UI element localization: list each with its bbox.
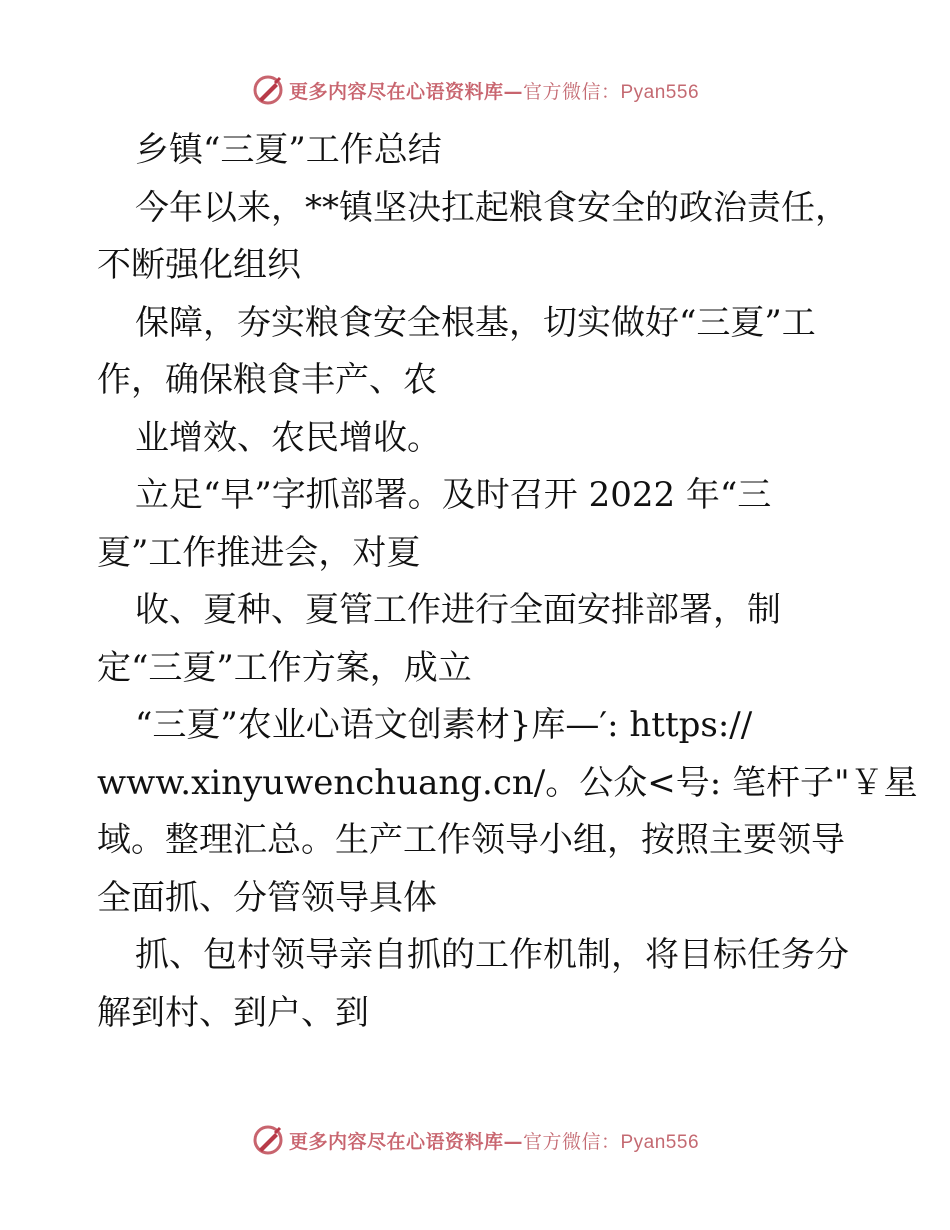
paragraph-line: 域。整理汇总。生产工作领导小组，按照主要领导 [97, 820, 845, 860]
paragraph-line: 抓、包村领导亲自抓的工作机制，将目标任务分 [135, 935, 849, 975]
paragraph-line: 全面抓、分管领导具体 [97, 877, 437, 918]
watermark-text: 更多内容尽在心语资料库—官方微信：Pyan556 [288, 80, 700, 103]
paragraph-line: 解到村、到户、到 [97, 992, 369, 1033]
paragraph-line: www.xinyuwenchuang.cn/。公众<号: 笔杆子"￥星 [97, 762, 918, 803]
document-title: 乡镇“三夏”工作总结 [135, 130, 442, 170]
paragraph-line: 定“三夏”工作方案，成立 [97, 647, 472, 688]
paragraph-line: 今年以来，**镇坚决扛起粮食安全的政治责任， [135, 187, 849, 228]
watermark-footer [0, 1120, 950, 1160]
document-body [97, 122, 918, 1042]
pen-swirl-logo-icon [251, 1123, 285, 1157]
watermark-text: 更多内容尽在心语资料库—官方微信：Pyan556 [288, 1130, 700, 1153]
paragraph-line: 业增效、农民增收。 [135, 417, 441, 458]
paragraph-line: 保障，夯实粮食安全根基，切实做好“三夏”工 [135, 302, 816, 343]
pen-swirl-logo-icon [251, 73, 285, 107]
paragraph-line: 夏”工作推进会，对夏 [97, 532, 421, 573]
paragraph-line: “三夏”农业心语文创素材}库—′: https:// [135, 705, 753, 745]
paragraph-line: 收、夏种、夏管工作进行全面安排部署，制 [135, 590, 781, 630]
paragraph-line: 作，确保粮食丰产、农 [97, 360, 437, 400]
watermark-header [0, 70, 950, 110]
paragraph-line: 立足“早”字抓部署。及时召开 2022 年“三 [135, 475, 772, 515]
paragraph-line: 不断强化组织 [97, 245, 301, 285]
